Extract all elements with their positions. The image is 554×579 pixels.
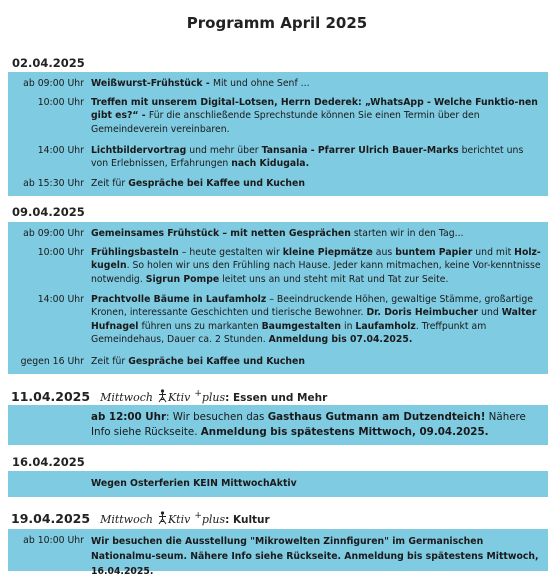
- row-text: ab 12:00 Uhr: Wir besuchen das Gasthaus Gutmann am Dutzendteich! Nähere Info siehe Rückseite. Anmeldung bis spätestens Mittwoch, 09.04.2025.: [91, 411, 526, 438]
- row-text: Lichtbildervortrag und mehr über Tansania - Pfarrer Ulrich Bauer-Marks berichtet uns von Erlebnissen, Erfahrungen nach Kidugala.: [91, 145, 524, 170]
- aktiv-figure-icon: [157, 511, 168, 525]
- row-text: Treffen mit unserem Digital-Lotsen, Herrn Dederek: „WhatsApp - Welche Funktio-nen gibt es?“ - Für die anschließende Sprechstunde können Sie einen Termin über den Gemeindeverein vereinbaren.: [91, 97, 538, 135]
- row-time: ab 10:00 Uhr: [23, 535, 84, 546]
- row-text: Frühlingsbasteln – heute gestalten wir kleine Piepmätze aus buntem Papier und mit Holz-kugeln. So holen wir uns den Frühling nach Hause. Jeder kann mitmachen, keine Vor-kenntnisse notwendig. Sigrun Pompe leitet uns an und steht mit Rat und Tat zur Seite.: [91, 247, 541, 285]
- mittwoch-topic: : Kultur: [225, 514, 270, 527]
- schedule-block: [8, 471, 548, 497]
- row-text: Wegen Osterferien KEIN MittwochAktiv: [91, 478, 297, 489]
- row-text: Zeit für Gespräche bei Kaffee und Kuchen: [91, 356, 305, 367]
- row-time: gegen 16 Uhr: [20, 356, 84, 367]
- row-text: Prachtvolle Bäume in Laufamholz – Beeindruckende Höhen, gewaltige Stämme, großartige Kronen, interessante Geschichten und tierische Bewohner. Dr. Doris Heimbucher und Walter Hufnagel führen uns zu markanten Baumgestalten in Laufamholz. Treffpunkt am Gemeindehaus, Dauer ca. 2 Stunden. Anmeldung bis 07.04.2025.: [91, 294, 537, 345]
- row-text: Gemeinsames Frühstück – mit netten Gesprächen starten wir in den Tag...: [91, 228, 464, 239]
- row-time: 14:00 Uhr: [37, 145, 84, 156]
- mittwoch-label: Mittwoch: [100, 391, 153, 405]
- section-date: 02.04.2025: [12, 56, 85, 70]
- row-time: ab 09:00 Uhr: [23, 78, 84, 89]
- schedule-block: [8, 222, 548, 374]
- row-text: Zeit für Gespräche bei Kaffee und Kuchen: [91, 178, 305, 189]
- schedule-block: [8, 405, 548, 445]
- section-date: 19.04.2025: [11, 511, 91, 527]
- mittwoch-label: Mittwoch: [100, 513, 153, 527]
- schedule-block: [8, 72, 548, 196]
- section-date: 09.04.2025: [12, 205, 85, 219]
- row-time: 10:00 Uhr: [37, 247, 84, 258]
- row-time: ab 09:00 Uhr: [23, 228, 84, 239]
- aktiv-label: Ktiv: [167, 513, 191, 527]
- plus-label: plus: [201, 391, 226, 405]
- section-date: 16.04.2025: [12, 455, 85, 469]
- page-title: Programm April 2025: [186, 14, 368, 32]
- aktiv-figure-icon: [157, 389, 168, 403]
- plus-label: plus: [201, 513, 226, 527]
- aktiv-label: Ktiv: [167, 391, 191, 405]
- row-time: 10:00 Uhr: [37, 97, 84, 108]
- row-time: ab 15:30 Uhr: [23, 178, 84, 189]
- row-text: Wir besuchen die Ausstellung "Mikrowelten Zinnfiguren" im Germanischen Nationalmu-seum. Nähere Info siehe Rückseite. Anmeldung bis spätestens Mittwoch, 16.04.2025.: [91, 536, 539, 577]
- mittwoch-heading: 11.04.2025 Mittwoch Ktiv +plus: Essen und Mehr: [11, 389, 328, 405]
- mittwoch-topic: : Essen und Mehr: [225, 392, 328, 405]
- section-date: 11.04.2025: [11, 389, 91, 405]
- schedule-block: [8, 529, 548, 577]
- mittwoch-heading: 19.04.2025 Mittwoch Ktiv +plus: Kultur: [11, 511, 270, 527]
- row-time: 14:00 Uhr: [37, 294, 84, 305]
- row-text: Weißwurst-Frühstück - Mit und ohne Senf ...: [91, 78, 310, 89]
